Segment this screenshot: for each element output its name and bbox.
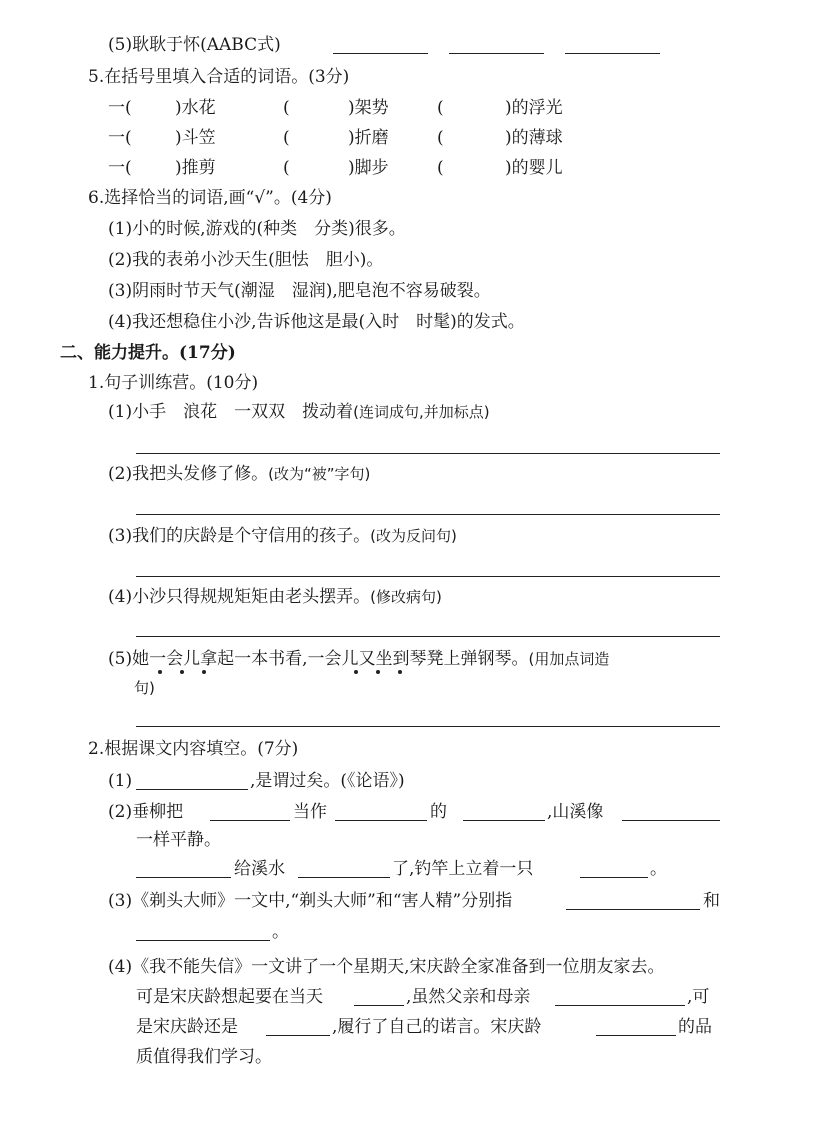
sentence-item5-instruction-cont: 句) [134, 679, 155, 697]
emphasis-dot [354, 670, 358, 674]
sentence-item2 [108, 463, 370, 485]
q5-row1-c5: ( [437, 98, 444, 118]
answer-line[interactable] [136, 636, 720, 637]
q5-title: 5.在括号里填入合适的词语。(3分) [88, 67, 350, 87]
answer-line[interactable] [136, 514, 720, 515]
q2-1-title: 1.句子训练营。(10分) [88, 373, 259, 393]
sentence-item2-instruction: (改为“被”字句) [268, 465, 371, 483]
fill-item2-a: (2)垂柳把 [108, 802, 184, 822]
fill-item4-f: ,履行了自己的诺言。宋庆龄 [332, 1017, 542, 1037]
sentence-item2-text: (2)我把头发修了修。 [108, 464, 269, 484]
sentence-item1-instruction: (连词成句,并加标点) [353, 403, 490, 421]
q5-row2-c6: )的薄球 [505, 128, 563, 148]
emphasis-dot [202, 670, 206, 674]
emphasis-dot [180, 670, 184, 674]
sentence-item3 [108, 525, 457, 547]
answer-line[interactable] [136, 576, 720, 577]
q5-row3-c4: )脚步 [348, 158, 389, 178]
answer-blank[interactable] [354, 1005, 404, 1006]
sentence-item5 [108, 648, 609, 670]
q5-row3-c2: )推剪 [175, 158, 216, 178]
answer-blank[interactable] [555, 1005, 685, 1006]
q6-item1: (1)小的时候,游戏的(种类 分类)很多。 [108, 219, 406, 239]
answer-blank[interactable] [622, 820, 720, 821]
q4-item5-label: (5)耿耿于怀(AABC式) [108, 35, 281, 55]
answer-blank[interactable] [266, 1035, 330, 1036]
q6-item3: (3)阴雨时节天气(潮湿 湿润),肥皂泡不容易破裂。 [108, 281, 491, 301]
sentence-item5-text: (5)她一会儿拿起一本书看,一会儿又坐到琴凳上弹钢琴。 [108, 649, 529, 669]
fill-item2-h: 。 [650, 859, 667, 879]
fill-item2-f: 给溪水 [234, 859, 285, 879]
q5-row1-c4: )架势 [348, 98, 389, 118]
q5-row1-c3: ( [283, 98, 290, 118]
q5-row3-c3: ( [283, 158, 290, 178]
fill-item2-d: ,山溪像 [547, 802, 604, 822]
q5-row3-c1: 一( [108, 158, 132, 178]
answer-blank[interactable] [565, 53, 660, 54]
fill-item4-d: ,可 [687, 987, 710, 1007]
fill-item2-e: 一样平静。 [136, 830, 221, 850]
q5-row1-c6: )的浮光 [505, 98, 563, 118]
section2-heading: 二、能力提升。(17分) [60, 343, 236, 363]
fill-item2-b: 当作 [293, 802, 327, 822]
sentence-item3-text: (3)我们的庆龄是个守信用的孩子。 [108, 526, 371, 546]
answer-blank[interactable] [136, 789, 248, 790]
answer-line[interactable] [136, 726, 720, 727]
fill-item4-a: (4)《我不能失信》一文讲了一个星期天,宋庆龄全家准备到一位朋友家去。 [108, 957, 665, 977]
fill-item2-c: 的 [430, 802, 447, 822]
q5-row2-c5: ( [437, 128, 444, 148]
answer-blank[interactable] [580, 877, 648, 878]
answer-blank[interactable] [335, 820, 427, 821]
sentence-item5-instruction: (用加点词造 [528, 650, 610, 668]
answer-blank[interactable] [333, 53, 428, 54]
q5-row1-c2: )水花 [175, 98, 216, 118]
answer-blank[interactable] [449, 53, 544, 54]
answer-blank[interactable] [463, 820, 545, 821]
answer-blank[interactable] [136, 940, 270, 941]
answer-line[interactable] [136, 453, 720, 454]
q5-row2-c1: 一( [108, 128, 132, 148]
fill-item4-c: ,虽然父亲和母亲 [406, 987, 531, 1007]
answer-blank[interactable] [566, 909, 700, 910]
emphasis-dot [398, 670, 402, 674]
fill-item4-e: 是宋庆龄还是 [136, 1017, 238, 1037]
q6-title: 6.选择恰当的词语,画“√”。(4分) [88, 188, 332, 208]
q5-row2-c3: ( [283, 128, 290, 148]
sentence-item1-text: (1)小手 浪花 一双双 拨动着 [108, 402, 354, 422]
emphasis-dot [376, 670, 380, 674]
q5-row3-c6: )的婴儿 [505, 158, 563, 178]
q6-item2: (2)我的表弟小沙天生(胆怯 胆小)。 [108, 250, 384, 270]
answer-blank[interactable] [596, 1035, 676, 1036]
q6-item4: (4)我还想稳住小沙,告诉他这是最(入时 时髦)的发式。 [108, 312, 525, 332]
fill-item2-g: 了,钓竿上立着一只 [392, 859, 534, 879]
sentence-item3-instruction: (改为反问句) [370, 527, 457, 545]
q5-row1-c1: 一( [108, 98, 132, 118]
fill-item4-h: 质值得我们学习。 [136, 1047, 272, 1067]
sentence-item4-text: (4)小沙只得规规矩矩由老头摆弄。 [108, 587, 371, 607]
fill-item4-g: 的品 [678, 1017, 712, 1037]
fill-item4-b: 可是宋庆龄想起要在当天 [136, 987, 323, 1007]
q5-row2-c4: )折磨 [348, 128, 389, 148]
q2-2-title: 2.根据课文内容填空。(7分) [88, 739, 299, 759]
fill-item3-c: 。 [272, 922, 289, 942]
sentence-item4 [108, 586, 442, 608]
q5-row2-c2: )斗笠 [175, 128, 216, 148]
sentence-item1 [108, 401, 490, 423]
fill-item1-text: ,是谓过矣。(《论语》) [250, 771, 405, 791]
answer-blank[interactable] [298, 877, 390, 878]
sentence-item4-instruction: (修改病句) [370, 588, 442, 606]
q5-row3-c5: ( [437, 158, 444, 178]
answer-blank[interactable] [210, 820, 290, 821]
fill-item3-a: (3)《剃头大师》一文中,“剃头大师”和“害人精”分别指 [108, 891, 513, 911]
answer-blank[interactable] [136, 877, 231, 878]
emphasis-dot [158, 670, 162, 674]
fill-item3-b: 和 [703, 891, 720, 911]
fill-item1-num: (1) [108, 771, 133, 791]
